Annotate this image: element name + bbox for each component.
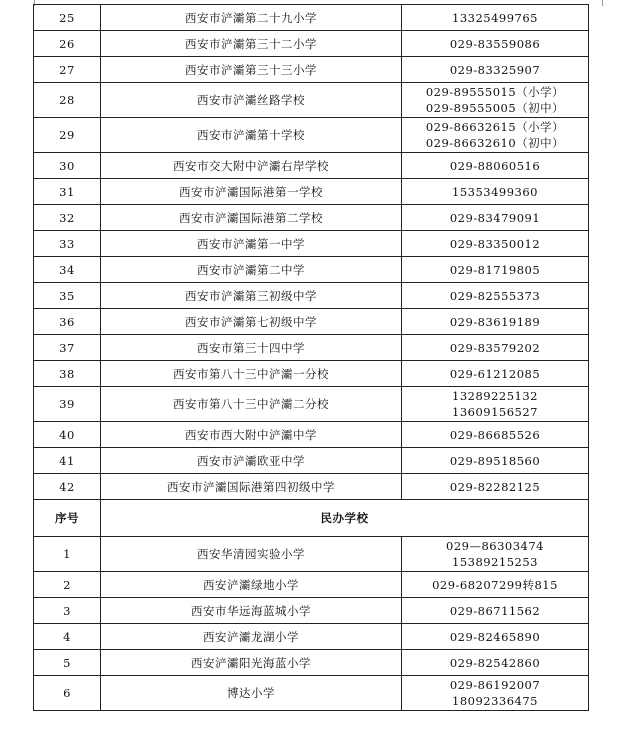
school-name: 西安浐灞绿地小学: [101, 572, 402, 598]
row-number: 42: [34, 474, 101, 500]
phone-number: 029-82465890: [449, 629, 541, 644]
table-row: [34, 57, 589, 83]
phone-number: 029-83350012: [449, 236, 541, 251]
phone-cell: [402, 474, 589, 500]
phone-cell: [402, 537, 589, 572]
phone-cell: [402, 179, 589, 205]
school-name: 西安华清园实验小学: [101, 537, 402, 572]
phone-number: 029-83325907: [449, 62, 541, 77]
table-row: [34, 118, 589, 153]
phone-number: 029-61212085: [449, 366, 541, 381]
row-number: 4: [34, 624, 101, 650]
phone-cell: [402, 361, 589, 387]
row-number: 33: [34, 231, 101, 257]
school-name: 西安市浐灞国际港第二学校: [101, 205, 402, 231]
phone-number: 15353499360: [452, 184, 538, 199]
school-name: 西安市浐灞国际港第一学校: [101, 179, 402, 205]
table-row: [34, 624, 589, 650]
phone-number: 029-83619189: [449, 314, 541, 329]
phone-cell: [402, 572, 589, 598]
phone-cell: [402, 5, 589, 31]
school-name: 西安市浐灞第十学校: [101, 118, 402, 153]
phone-cell: [402, 153, 589, 179]
row-number: 30: [34, 153, 101, 179]
phone-number: 18092336475: [452, 694, 538, 708]
school-name: 西安市第三十四中学: [101, 335, 402, 361]
row-number: 2: [34, 572, 101, 598]
school-contact-table: [33, 4, 589, 711]
school-name: 西安市浐灞第三初级中学: [101, 283, 402, 309]
table-row: [34, 309, 589, 335]
school-name: 西安市浐灞第二中学: [101, 257, 402, 283]
table-row: [34, 448, 589, 474]
row-number: 29: [34, 118, 101, 153]
school-name: 西安市浐灞第三十三小学: [101, 57, 402, 83]
table-row: [34, 474, 589, 500]
school-name: 西安市浐灞第七初级中学: [101, 309, 402, 335]
row-number: 32: [34, 205, 101, 231]
table-row: [34, 5, 589, 31]
phone-cell: [402, 118, 589, 153]
row-number: 36: [34, 309, 101, 335]
school-name: 西安浐灞阳光海蓝小学: [101, 650, 402, 676]
table-row: [34, 537, 589, 572]
school-name: 博达小学: [101, 676, 402, 711]
phone-number: 029-88060516: [449, 158, 541, 173]
phone-cell: [402, 387, 589, 422]
table-row: [34, 205, 589, 231]
phone-number: 029-83479091: [449, 210, 541, 225]
school-name: 西安市浐灞第二十九小学: [101, 5, 402, 31]
phone-number: 029-82542860: [449, 655, 541, 670]
row-number: 5: [34, 650, 101, 676]
school-name: 西安市西大附中浐灞中学: [101, 422, 402, 448]
row-number: 39: [34, 387, 101, 422]
phone-cell: [402, 448, 589, 474]
row-number: 34: [34, 257, 101, 283]
table-row: [34, 650, 589, 676]
phone-cell: [402, 650, 589, 676]
phone-number: 029-82282125: [449, 479, 541, 494]
phone-number: 029-82555373: [449, 288, 541, 303]
phone-number: 13609156527: [452, 405, 538, 419]
phone-number: 029-86711562: [449, 603, 541, 618]
phone-cell: [402, 57, 589, 83]
phone-number: 029-83579202: [449, 340, 541, 355]
table-row: [34, 231, 589, 257]
phone-cell: [402, 309, 589, 335]
phone-cell: [402, 31, 589, 57]
table-row: [34, 153, 589, 179]
row-number: 26: [34, 31, 101, 57]
phone-cell: [402, 676, 589, 711]
school-name: 西安市第八十三中浐灞一分校: [101, 361, 402, 387]
school-name: 西安市浐灞第三十二小学: [101, 31, 402, 57]
phone-number: 029-83559086: [449, 36, 541, 51]
phone-number: 029—86303474: [446, 539, 544, 553]
table-row: [34, 387, 589, 422]
phone-cell: [402, 257, 589, 283]
phone-number: 13289225132: [452, 389, 538, 403]
phone-number: 029-86192007: [449, 678, 541, 692]
phone-number: 029-89518560: [449, 453, 541, 468]
school-name: 西安市交大附中浐灞右岸学校: [101, 153, 402, 179]
school-name: 西安浐灞龙湖小学: [101, 624, 402, 650]
phone-cell: [402, 205, 589, 231]
table-row: [34, 598, 589, 624]
school-name: 西安市第八十三中浐灞二分校: [101, 387, 402, 422]
table-row: [34, 335, 589, 361]
table-row: [34, 179, 589, 205]
phone-number: 15389215253: [452, 555, 538, 569]
school-name: 西安市浐灞欧亚中学: [101, 448, 402, 474]
row-number: 25: [34, 5, 101, 31]
school-name: 西安市浐灞丝路学校: [101, 83, 402, 118]
row-number: 37: [34, 335, 101, 361]
phone-number: 029-81719805: [449, 262, 541, 277]
row-number: 38: [34, 361, 101, 387]
table-row: [34, 676, 589, 711]
row-number: 41: [34, 448, 101, 474]
table-row: [34, 361, 589, 387]
table-row: [34, 83, 589, 118]
phone-cell: [402, 422, 589, 448]
phone-cell: [402, 624, 589, 650]
phone-number: 029-89555005（初中）: [425, 101, 565, 115]
row-number: 28: [34, 83, 101, 118]
phone-number: 029-68207299转815: [432, 577, 558, 592]
table-row: [34, 572, 589, 598]
row-number: 3: [34, 598, 101, 624]
column-header-number: 序号: [34, 500, 101, 537]
school-name: 西安市华远海蓝城小学: [101, 598, 402, 624]
table-row: [34, 31, 589, 57]
table-body: [34, 5, 589, 711]
phone-number: 13325499765: [452, 10, 538, 25]
page-corner-mark-right: [602, 0, 619, 6]
phone-cell: [402, 231, 589, 257]
table-row: [34, 257, 589, 283]
school-name: 西安市浐灞国际港第四初级中学: [101, 474, 402, 500]
school-name: 西安市浐灞第一中学: [101, 231, 402, 257]
row-number: 27: [34, 57, 101, 83]
row-number: 31: [34, 179, 101, 205]
phone-number: 029-86685526: [449, 427, 541, 442]
section-title: 民办学校: [101, 500, 589, 537]
phone-cell: [402, 283, 589, 309]
section-header-row: [34, 500, 589, 537]
phone-number: 029-89555015（小学）: [425, 85, 565, 99]
row-number: 40: [34, 422, 101, 448]
table-row: [34, 422, 589, 448]
phone-number: 029-86632610（初中）: [425, 136, 565, 150]
row-number: 1: [34, 537, 101, 572]
phone-cell: [402, 598, 589, 624]
table-row: [34, 283, 589, 309]
phone-cell: [402, 83, 589, 118]
row-number: 6: [34, 676, 101, 711]
phone-cell: [402, 335, 589, 361]
phone-number: 029-86632615（小学）: [425, 120, 565, 134]
row-number: 35: [34, 283, 101, 309]
